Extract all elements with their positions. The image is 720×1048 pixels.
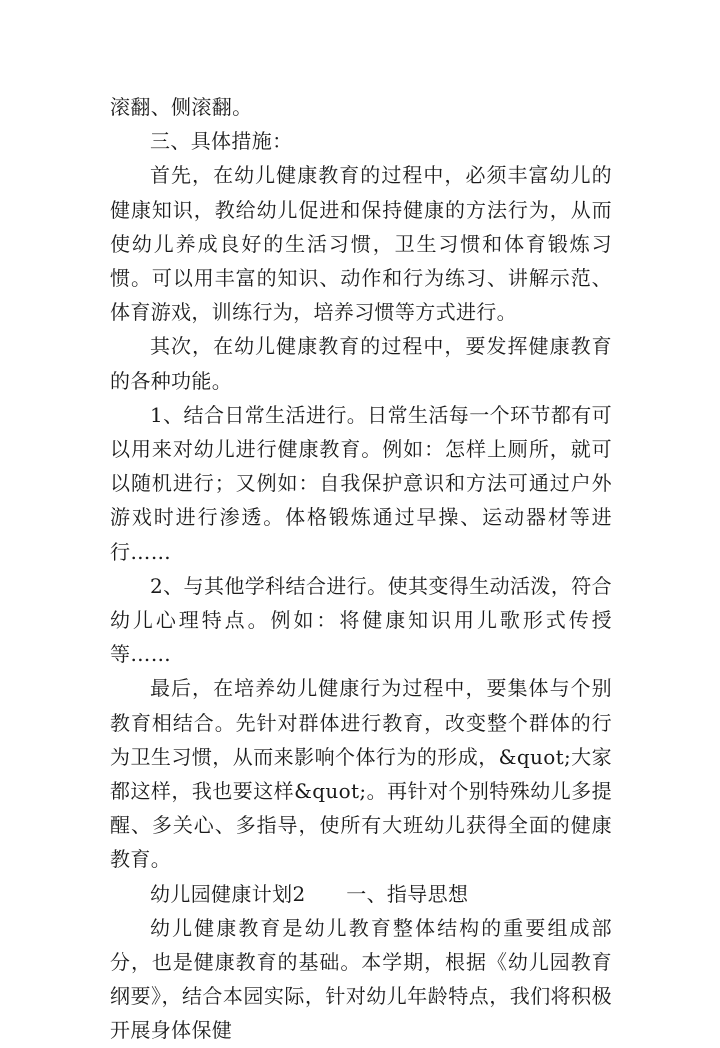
- section-heading-plan-2: 幼儿园健康计划2 一、指导思想: [150, 881, 469, 906]
- paragraph-finally: 最后，在培养幼儿健康行为过程中，要集体与个别教育相结合。先针对群体进行教育，改变整个群体的行为卫生习惯，从而来影响个体行为的形成，&quot;大家都这样，我也要这样&quot;。再针对个别特殊幼儿多提醒、多关心、多指导，使所有大班幼儿获得全面的健康教育。: [110, 676, 612, 872]
- paragraph-guiding-thought: 幼儿健康教育是幼儿教育整体结构的重要组成部分，也是健康教育的基础。本学期，根据《幼儿园教育纲要》，结合本园实际，针对幼儿年龄特点，我们将积极开展身体保健: [110, 915, 612, 1043]
- document-body: [110, 90, 612, 1048]
- section-heading-measures: 三、具体措施：: [150, 129, 293, 154]
- paragraph-first: 首先，在幼儿健康教育的过程中，必须丰富幼儿的健康知识，教给幼儿促进和保持健康的方法行为，从而使幼儿养成良好的生活习惯，卫生习惯和体育锻炼习惯。可以用丰富的知识、动作和行为练习、讲解示范、体育游戏，训练行为，培养习惯等方式进行。: [110, 163, 612, 325]
- paragraph-continuation: 滚翻、侧滚翻。: [110, 95, 253, 119]
- paragraph-second: 其次，在幼儿健康教育的过程中，要发挥健康教育的各种功能。: [110, 334, 612, 393]
- paragraph-item-2: 2、与其他学科结合进行。使其变得生动活泼，符合幼儿心理特点。例如：将健康知识用儿歌形式传授等……: [110, 573, 612, 667]
- paragraph-item-1: 1、结合日常生活进行。日常生活每一个环节都有可以用来对幼儿进行健康教育。例如：怎样上厕所，就可以随机进行；又例如：自我保护意识和方法可通过户外游戏时进行渗透。体格锻炼通过早操、运动器材等进行……: [110, 402, 612, 564]
